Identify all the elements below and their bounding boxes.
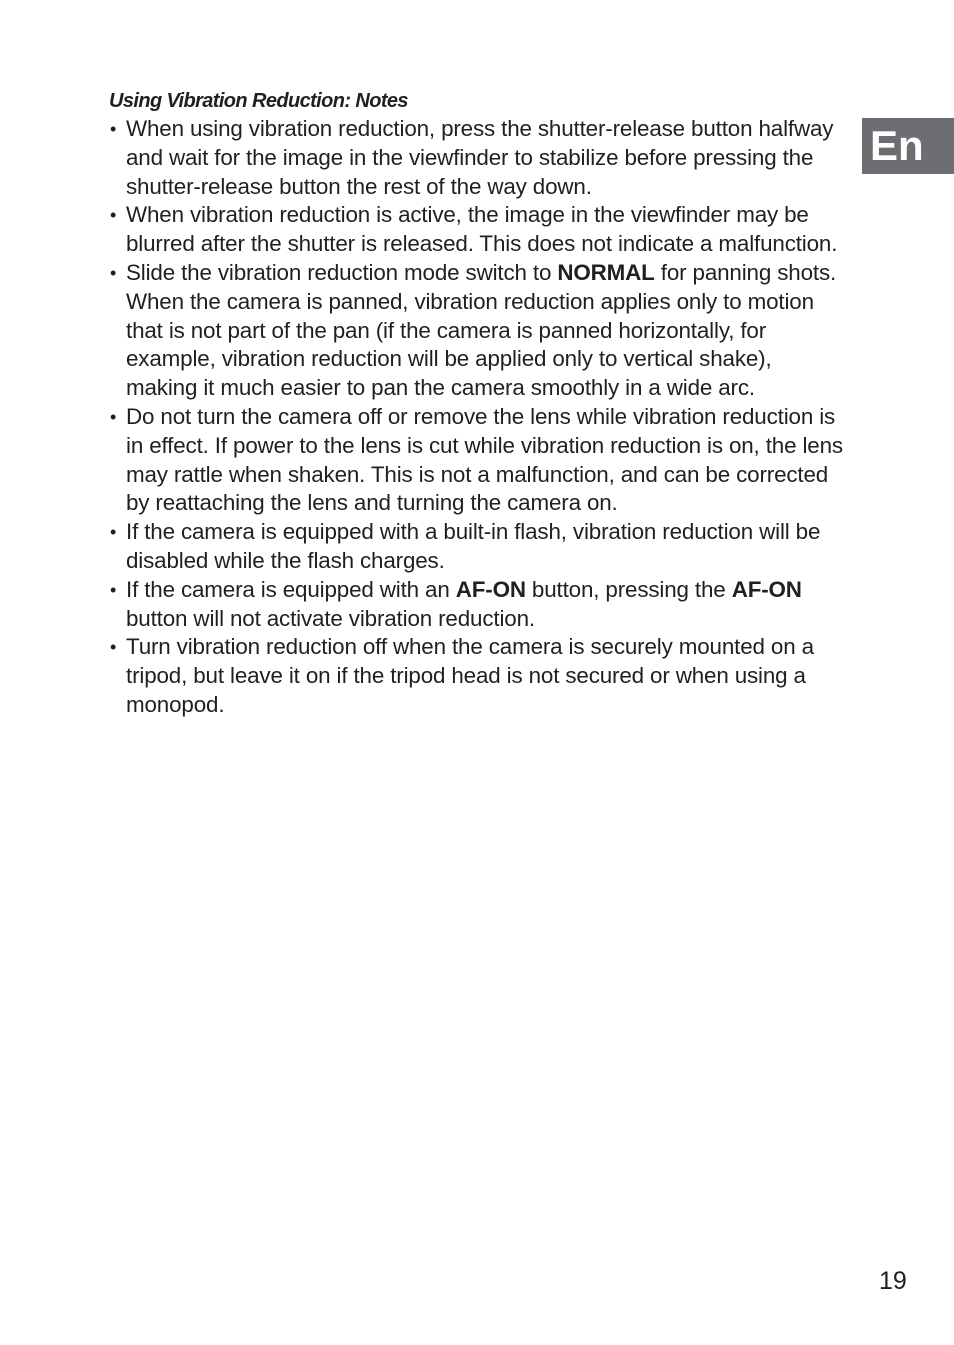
note-text: When using vibration reduction, press the shutter-release button halfway and wait for the image in the viewfinder to stabilize before pressing the shutter-release button the rest of the way down. [126, 116, 834, 199]
note-item [108, 115, 848, 201]
note-item [108, 259, 848, 403]
bullet-icon: • [110, 262, 117, 283]
note-item [108, 633, 848, 719]
section-heading: Using Vibration Reduction: Notes [109, 90, 408, 112]
note-text: button will not activate vibration reduction. [126, 605, 535, 631]
bullet-icon: • [110, 406, 117, 427]
note-text: Turn vibration reduction off when the camera is securely mounted on a tripod, but leave it on if the tripod head is not secured or when using a monopod. [126, 634, 814, 717]
note-text: Do not turn the camera off or remove the lens while vibration reduction is in effect. If power to the lens is cut while vibration reduction is on, the lens may rattle when shaken. This is not a malfunction, and can be corrected by reattaching the lens and turning the camera on. [126, 403, 843, 516]
note-text: Slide the vibration reduction mode switch to [126, 259, 558, 285]
af-on-button-label: AF-ON [455, 576, 526, 602]
normal-setting-label: NORMAL [557, 259, 655, 285]
note-text: If the camera is equipped with a built-in flash, vibration reduction will be disabled while the flash charges. [126, 519, 821, 573]
page-number: 19 [879, 1267, 907, 1295]
bullet-icon: • [110, 522, 117, 543]
bullet-icon: • [110, 119, 117, 139]
language-tab: En [862, 118, 954, 174]
note-item [108, 518, 848, 576]
notes-list [108, 115, 848, 720]
note-text: for panning shots. When the camera is panned, vibration reduction applies only to motion that is not part of the pan (if the camera is panned horizontally, for example, vibration reduction will be applied only to vertical shake), making it much easier to pan the camera smoothly in a wide arc. [126, 259, 837, 401]
bullet-icon: • [110, 205, 117, 226]
note-text: button, pressing the [525, 576, 732, 602]
note-item [108, 576, 848, 634]
bullet-icon: • [110, 579, 117, 600]
note-text: When vibration reduction is active, the image in the viewfinder may be blurred after the shutter is released. This does not indicate a malfunction. [126, 202, 838, 257]
note-text: If the camera is equipped with an [126, 576, 456, 602]
note-item [108, 201, 848, 259]
af-on-button-label: AF-ON [731, 576, 802, 602]
note-item [108, 403, 848, 518]
bullet-icon: • [110, 637, 117, 658]
